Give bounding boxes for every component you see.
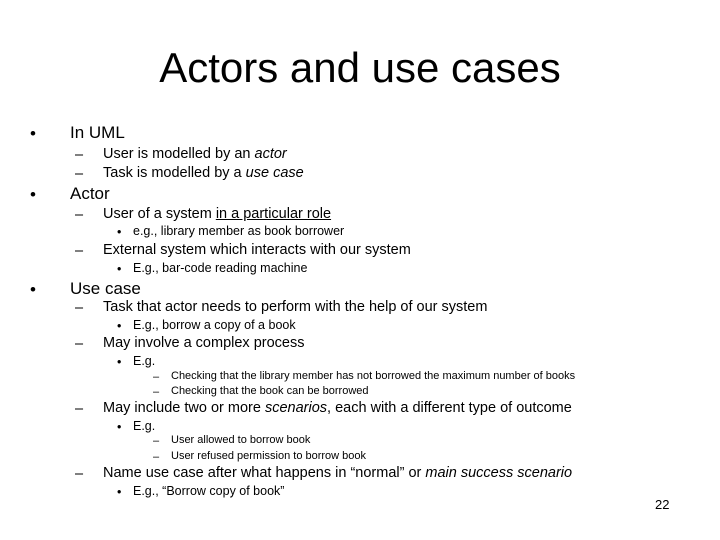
sub-library-member: e.g., library member as book borrower: [133, 224, 345, 238]
bullet-actor: Actor: [70, 184, 110, 203]
bullet-marker: •: [30, 185, 36, 204]
sub-barcode: E.g., bar-code reading machine: [133, 261, 308, 275]
bullet-marker: •: [117, 225, 122, 239]
dash-marker: –: [153, 386, 160, 398]
sub-complex-process: May involve a complex process: [103, 335, 305, 351]
sub-borrow-copy: E.g., borrow a copy of a book: [133, 318, 296, 332]
bullet-marker: •: [30, 124, 36, 143]
slide-title: Actors and use cases: [159, 44, 561, 91]
bullet-marker: •: [30, 280, 36, 299]
sub-name-use-case: Name use case after what happens in “normal” or main success scenario: [103, 465, 573, 481]
sub-checking-max: Checking that the library member has not borrowed the maximum number of books: [171, 370, 576, 382]
dash-marker: –: [75, 336, 84, 352]
sub-task-modelled: Task is modelled by a use case: [103, 165, 304, 181]
bullet-marker: •: [117, 262, 122, 276]
dash-marker: –: [75, 243, 84, 259]
bullet-marker: •: [117, 319, 122, 333]
dash-marker: –: [153, 435, 160, 447]
dash-marker: –: [75, 147, 84, 163]
dash-marker: –: [75, 166, 84, 182]
dash-marker: –: [153, 451, 160, 463]
sub-eg-2: E.g.: [133, 419, 156, 433]
dash-marker: –: [75, 466, 84, 482]
sub-user-of-system: User of a system in a particular role: [103, 206, 332, 222]
page-number: 22: [655, 497, 670, 512]
sub-task-actor: Task that actor needs to perform with the help of our system: [103, 299, 488, 315]
bullet-marker: •: [117, 485, 122, 499]
dash-marker: –: [75, 207, 84, 223]
sub-borrow-copy-of-book: E.g., “Borrow copy of book”: [133, 484, 285, 498]
sub-eg-1: E.g.: [133, 354, 156, 368]
dash-marker: –: [75, 401, 84, 417]
sub-checking-borrowed: Checking that the book can be borrowed: [171, 385, 369, 397]
bullet-in-uml: In UML: [70, 123, 125, 142]
dash-marker: –: [153, 371, 160, 383]
bullet-use-case: Use case: [70, 279, 141, 298]
sub-user-modelled: User is modelled by an actor: [103, 146, 287, 162]
sub-scenarios: May include two or more scenarios, each with a different type of outcome: [103, 400, 572, 416]
dash-marker: –: [75, 300, 84, 316]
bullet-marker: •: [117, 420, 122, 434]
sub-external-system: External system which interacts with our system: [103, 242, 411, 258]
sub-user-allowed: User allowed to borrow book: [171, 434, 311, 446]
bullet-marker: •: [117, 355, 122, 369]
sub-user-refused: User refused permission to borrow book: [171, 450, 367, 462]
